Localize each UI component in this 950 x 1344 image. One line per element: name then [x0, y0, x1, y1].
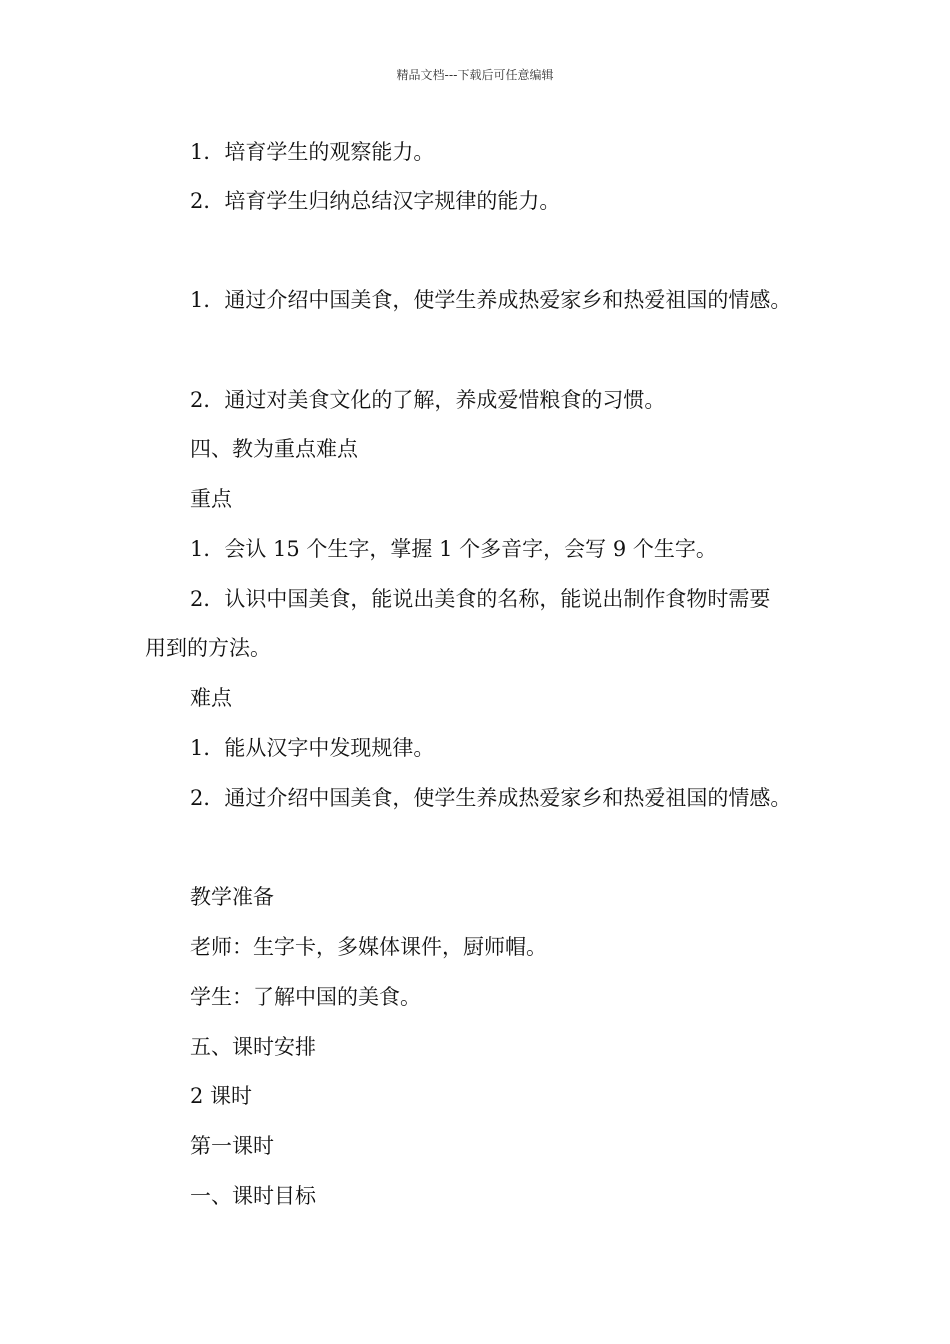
- text-line: 2．培育学生归纳总结汉字规律的能力。: [190, 189, 561, 213]
- subheading: 重点: [190, 487, 232, 511]
- text-line: 2．认识中国美食，能说出美食的名称，能说出制作食物时需要: [190, 587, 771, 611]
- text-line: 老师：生字卡，多媒体课件，厨师帽。: [190, 935, 547, 959]
- subheading: 第一课时: [190, 1134, 274, 1158]
- section-heading: 四、教为重点难点: [190, 437, 358, 461]
- section-heading: 一、课时目标: [190, 1184, 316, 1208]
- text-line: 1．培育学生的观察能力。: [190, 140, 435, 164]
- text-line: 2 课时: [190, 1084, 253, 1108]
- text-line: 1．能从汉字中发现规律。: [190, 736, 435, 760]
- section-heading: 五、课时安排: [190, 1035, 316, 1059]
- section-heading: 教学准备: [190, 885, 274, 909]
- text-line: 1．通过介绍中国美食，使学生养成热爱家乡和热爱祖国的情感。: [190, 288, 792, 312]
- text-line: 2．通过介绍中国美食，使学生养成热爱家乡和热爱祖国的情感。: [190, 786, 792, 810]
- subheading: 难点: [190, 686, 232, 710]
- text-line: 用到的方法。: [145, 636, 271, 660]
- text-line: 学生：了解中国的美食。: [190, 985, 421, 1009]
- text-line: 2．通过对美食文化的了解，养成爱惜粮食的习惯。: [190, 388, 666, 412]
- text-line: 1．会认 15 个生字，掌握 1 个多音字，会写 9 个生字。: [190, 537, 717, 561]
- page-header: 精品文档---下载后可任意编辑: [396, 68, 554, 82]
